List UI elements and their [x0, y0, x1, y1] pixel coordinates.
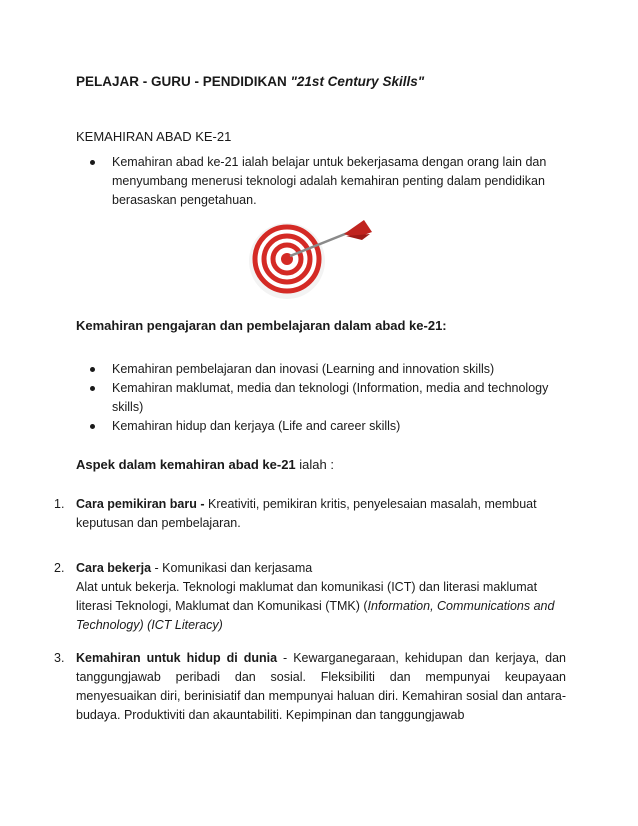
aspect-number: 3.	[54, 651, 65, 665]
aspects-heading	[76, 457, 334, 472]
intro-bullet-list	[76, 153, 566, 210]
list-item-text: Kemahiran hidup dan kerjaya (Life and career skills)	[112, 419, 401, 433]
list-item	[76, 360, 566, 379]
aspect-label: Kemahiran untuk hidup di dunia	[76, 651, 278, 665]
teaching-heading: Kemahiran pengajaran dan pembelajaran dalam abad ke-21:	[76, 318, 447, 333]
aspect-body	[76, 495, 566, 533]
aspect-body	[76, 559, 566, 635]
aspect-body	[76, 649, 566, 725]
target-dart-image	[232, 214, 382, 302]
page-title	[76, 74, 424, 89]
aspect-number: 1.	[54, 497, 65, 511]
aspect-item	[54, 559, 566, 635]
aspect-text: Kreativiti, pemikiran kritis, penyelesaian masalah, membuat keputusan dan pembelajaran.	[76, 497, 537, 530]
aspect-number: 2.	[54, 561, 65, 575]
title-main: PELAJAR - GURU - PENDIDIKAN	[76, 74, 291, 89]
aspect-extra-text: Alat untuk bekerja. Teknologi maklumat dan komunikasi (ICT) dan literasi maklumat literasi Teknologi, Maklumat dan Komunikasi (TMK) (	[76, 580, 538, 613]
aspect-text: - Kewarganegaraan, kehidupan dan kerjaya, dan tanggungjawab peribadi dan sosial. Fleksibiliti dan mempunyai keupayaan menyesuaikan diri, berinisiatif dan mempunyai haluan diri. Kemahiran sosial dan antara-budaya. Produktiviti dan akauntabiliti. Kepimpinan dan tanggungjawab	[76, 651, 566, 722]
title-quote: "21st Century Skills"	[290, 74, 425, 89]
aspect-label: Cara pemikiran baru -	[76, 497, 205, 511]
aspect-item	[54, 495, 566, 533]
bullet-icon	[90, 367, 95, 372]
aspects-heading-rest: ialah :	[295, 457, 334, 472]
aspect-label: Cara bekerja	[76, 561, 152, 575]
bullet-icon	[90, 160, 95, 165]
aspects-heading-bold: Aspek dalam kemahiran abad ke-21	[76, 457, 296, 472]
section-heading: KEMAHIRAN ABAD KE-21	[76, 129, 232, 144]
list-item-text: Kemahiran abad ke-21 ialah belajar untuk bekerjasama dengan orang lain dan menyumbang menerusi teknologi adalah kemahiran penting dalam pendidikan berasaskan pengetahuan.	[112, 155, 547, 207]
list-item-text: Kemahiran maklumat, media dan teknologi (Information, media and technology skills)	[112, 381, 549, 414]
list-item	[76, 153, 566, 210]
teaching-bullet-list	[76, 360, 566, 436]
bullet-icon	[90, 386, 95, 391]
aspect-text: - Komunikasi dan kerjasama	[151, 561, 313, 575]
list-item	[76, 379, 566, 417]
list-item-text: Kemahiran pembelajaran dan inovasi (Learning and innovation skills)	[112, 362, 495, 376]
aspect-extra-italic: Information, Communications and Technology) (ICT Literacy)	[76, 599, 555, 632]
target-dart-icon	[232, 214, 382, 302]
bullet-icon	[90, 424, 95, 429]
list-item	[76, 417, 566, 436]
aspect-item	[54, 649, 566, 725]
